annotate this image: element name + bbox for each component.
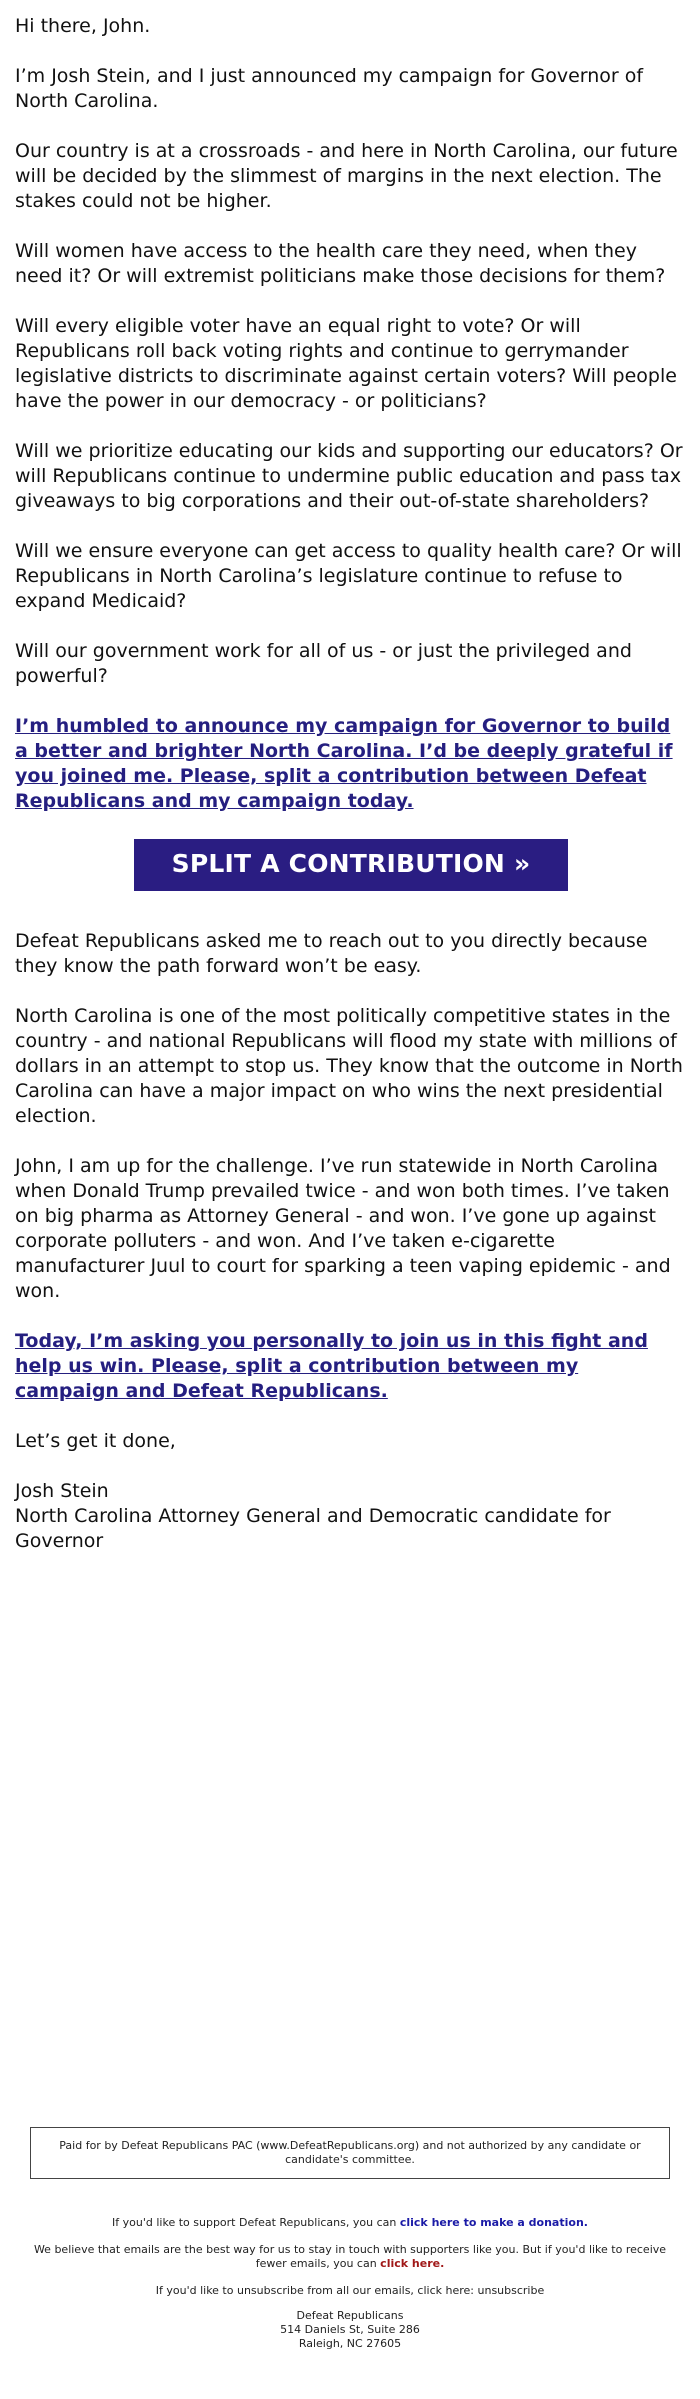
intro-paragraph: I’m Josh Stein, and I just announced my campaign for Governor of North Carolina. xyxy=(15,65,644,112)
split-contribution-button[interactable]: SPLIT A CONTRIBUTION » xyxy=(134,839,568,891)
paragraph-challenge: John, I am up for the challenge. I’ve run statewide in North Carolina when Donald Trump prevailed twice - and won both times. I’ve taken on big pharma as Attorney General - and won. I’ve gone up against corporate polluters - and won. And I’ve taken e-cigarette manufacturer Juul to court for sparking a teen vaping epidemic - and won. xyxy=(15,1155,671,1302)
paragraph-crossroads: Our country is at a crossroads - and here in North Carolina, our future will be decided by the slimmest of margins in the next election. The stakes could not be higher. xyxy=(15,140,678,212)
disclaimer-text: Paid for by Defeat Republicans PAC (www.DefeatRepublicans.org) and not authorized by any candidate or candidate's committee. xyxy=(59,2139,641,2166)
fewer-emails-link[interactable]: click here. xyxy=(380,2257,445,2270)
signature xyxy=(15,1479,687,1554)
donate-link-1[interactable]: I’m humbled to announce my campaign for Governor to build a better and brighter North Carolina. I’d be deeply grateful if you joined me. Please, split a contribution between Defeat Republicans and my campaign today. xyxy=(15,715,673,812)
paragraph-voting-rights: Will every eligible voter have an equal right to vote? Or will Republicans roll back voting rights and continue to gerrymander legislative districts to discriminate against certain voters? Will people have the power in our democracy - or politicians? xyxy=(15,315,677,412)
org-name: Defeat Republicans xyxy=(296,2309,404,2322)
paragraph-competitive-state: North Carolina is one of the most politically competitive states in the country - and national Republicans will flood my state with millions of dollars in an attempt to stop us. They know that the outcome in North Carolina can have a major impact on who wins the next presidential election. xyxy=(15,1005,683,1127)
donate-link-2[interactable]: Today, I’m asking you personally to join us in this fight and help us win. Please, split a contribution between my campaign and Defeat Republicans. xyxy=(15,1330,648,1402)
paragraph-health-care-women: Will women have access to the health care they need, when they need it? Or will extremist politicians make those decisions for them? xyxy=(15,240,666,287)
address-line-2: Raleigh, NC 27605 xyxy=(298,2337,402,2350)
fewer-emails-line xyxy=(0,2243,700,2271)
email-body xyxy=(15,14,687,1554)
button-container xyxy=(15,839,687,891)
fewer-emails-text: We believe that emails are the best way for us to stay in touch with supporters like you. But if you'd like to receive fewer emails, you can xyxy=(33,2243,667,2270)
unsubscribe-link[interactable]: If you'd like to unsubscribe from all our emails, click here: unsubscribe xyxy=(155,2284,545,2297)
support-line xyxy=(0,2216,700,2230)
email-footer xyxy=(0,2127,700,2351)
greeting: Hi there, John. xyxy=(15,15,151,37)
support-text: If you'd like to support Defeat Republicans, you can xyxy=(112,2216,397,2229)
paid-for-disclaimer xyxy=(30,2127,670,2179)
paragraph-reach-out: Defeat Republicans asked me to reach out to you directly because they know the path forward won’t be easy. xyxy=(15,930,648,977)
make-donation-link[interactable]: click here to make a donation. xyxy=(399,2216,588,2229)
paragraph-government: Will our government work for all of us - or just the privileged and powerful? xyxy=(15,640,632,687)
address-line-1: 514 Daniels St, Suite 286 xyxy=(280,2323,420,2336)
signature-name: Josh Stein xyxy=(15,1480,109,1502)
paragraph-education: Will we prioritize educating our kids and supporting our educators? Or will Republicans continue to undermine public education and pass tax giveaways to big corporations and their out-of-state shareholders? xyxy=(15,440,683,512)
paragraph-medicaid: Will we ensure everyone can get access to quality health care? Or will Republicans in North Carolina’s legislature continue to refuse to expand Medicaid? xyxy=(15,540,682,612)
closing-line: Let’s get it done, xyxy=(15,1430,176,1452)
mailing-address xyxy=(0,2309,700,2351)
signature-title: North Carolina Attorney General and Democratic candidate for Governor xyxy=(15,1505,611,1552)
